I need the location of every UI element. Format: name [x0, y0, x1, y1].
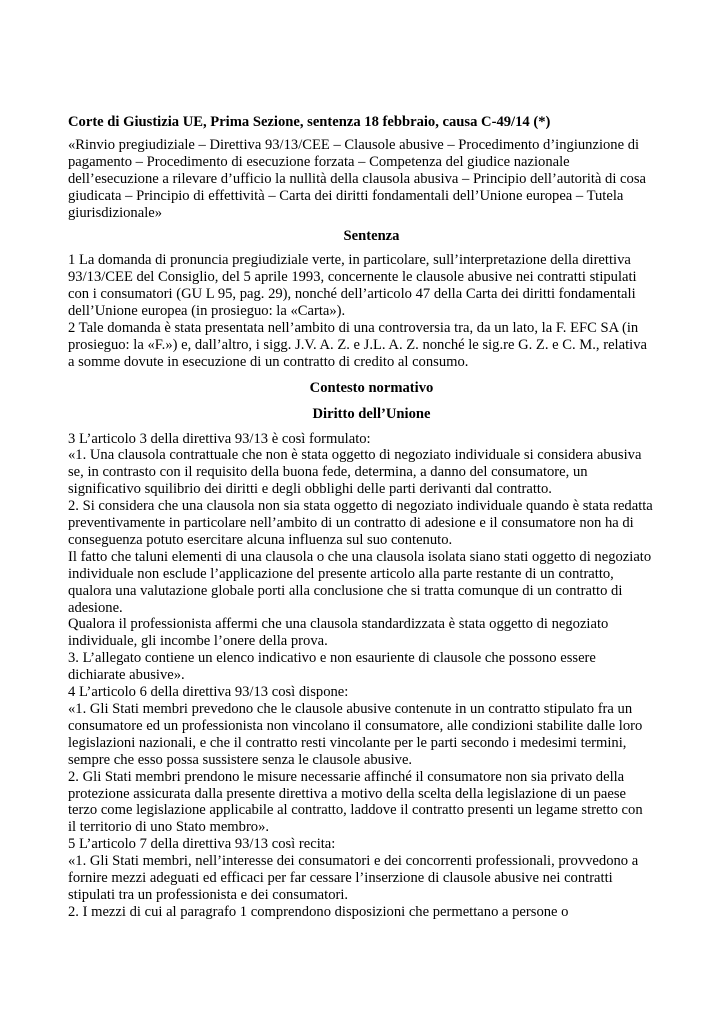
text-line: legislazioni nazionali, e che il contratto resti vincolante per le parti secondo i medesimi termini, — [68, 734, 627, 751]
text-line: 4 L’articolo 6 della direttiva 93/13 così dispone: — [68, 684, 349, 701]
text-line: protezione assicurata dalla presente direttiva a motivo della scelta della legislazione di un paese — [68, 785, 626, 802]
text-line: Qualora il professionista affermi che una clausola standardizzata è stata oggetto di negoziato — [68, 616, 609, 633]
text-line: «1. Gli Stati membri, nell’interesse dei consumatori e dei concorrenti professionali, provvedono a — [68, 853, 639, 870]
text-line: 1 La domanda di pronuncia pregiudiziale verte, in particolare, sull’interpretazione della direttiva — [68, 252, 631, 269]
text-line: consumatore ed un professionista non vincolano il consumatore, alle condizioni stabilite dalle loro — [68, 717, 643, 734]
text-line: 2. Si considera che una clausola non sia stata oggetto di negoziato individuale quando è stata redatta — [68, 498, 653, 515]
text-line: fornire mezzi adeguati ed efficaci per far cessare l’inserzione di clausole abusive nei contratti — [68, 870, 613, 887]
paragraphs-intro — [68, 252, 675, 370]
text-line: sempre che esso possa sussistere senza le clausole abusive. — [68, 751, 413, 768]
heading-diritto-unione: Diritto dell’Unione — [312, 405, 431, 422]
paragraphs-legal-framework — [68, 431, 675, 921]
text-line: significativo squilibrio dei diritti e degli obblighi delle parti derivanti dal contratto. — [68, 481, 552, 498]
subject-line: «Rinvio pregiudiziale – Direttiva 93/13/CEE – Clausole abusive – Procedimento d’ingiunzione di — [68, 136, 640, 153]
text-line: 93/13/CEE del Consiglio, del 5 aprile 1993, concernente le clausole abusive nei contratti stipulati — [68, 269, 637, 286]
text-line: qualora una valutazione globale porti alla conclusione che si tratta comunque di un contratto di — [68, 582, 623, 599]
document-title: Corte di Giustizia UE, Prima Sezione, sentenza 18 febbraio, causa C-49/14 (*) — [68, 114, 551, 130]
text-line: 2. Gli Stati membri prendono le misure necessarie affinché il consumatore non sia privato della — [68, 768, 625, 785]
text-line: Il fatto che taluni elementi di una clausola o che una clausola isolata siano stati oggetto di negoziato — [68, 548, 652, 565]
text-line: 2 Tale domanda è stata presentata nell’ambito di una controversia tra, da un lato, la F. EFC SA (in — [68, 319, 639, 336]
text-line: stipulati tra un professionista e dei consumatori. — [68, 886, 349, 903]
text-line: individuale non esclude l’applicazione del presente articolo alla parte restante di un contratto, — [68, 565, 614, 582]
text-line: «1. Gli Stati membri prevedono che le clausole abusive contenute in un contratto stipulato fra un — [68, 701, 633, 717]
subject-line: dell’esecuzione a rilevare d’ufficio la nullità della clausola abusiva – Principio dell’autorità di cosa — [68, 170, 646, 187]
text-line: 3. L’allegato contiene un elenco indicativo e non esauriente di clausole che possono essere — [68, 650, 596, 667]
text-line: 5 L’articolo 7 della direttiva 93/13 così recita: — [68, 836, 336, 853]
text-line: il territorio di uno Stato membro». — [68, 819, 270, 836]
text-line: adesione. — [68, 599, 123, 616]
text-line: 3 L’articolo 3 della direttiva 93/13 è così formulato: — [68, 430, 371, 447]
text-line: prosieguo: la «F.») e, dall’altro, i sigg. J.V. A. Z. e J.L. A. Z. nonché le sig.re G. Z. e C. M., relativa — [68, 336, 647, 353]
text-line: individuale, gli incombe l’onere della prova. — [68, 633, 328, 650]
text-line: «1. Una clausola contrattuale che non è stata oggetto di negoziato individuale si considera abusiva — [68, 447, 642, 464]
heading-sentenza: Sentenza — [343, 228, 400, 245]
text-line: terzo come legislazione applicabile al contratto, laddove il contratto presenti un legame stretto con — [68, 802, 643, 819]
text-line: se, in contrasto con il requisito della buona fede, determina, a danno del consumatore, un — [68, 464, 588, 481]
text-line: con i consumatori (GU L 95, pag. 29), nonché dell’articolo 47 della Carta dei diritti fondamentali — [68, 286, 636, 303]
subject-line: pagamento – Procedimento di esecuzione forzata – Competenza del giudice nazionale — [68, 153, 570, 170]
text-line: preventivamente in particolare nell’ambito di un contratto di adesione e il consumatore non ha di — [68, 515, 634, 532]
text-line: conseguenza potuto esercitare alcuna influenza sul suo contenuto. — [68, 531, 453, 548]
text-line: dichiarate abusive». — [68, 667, 185, 684]
subject-line: giudicata – Principio di effettività – Carta dei diritti fondamentali dell’Unione europea – Tutela — [68, 187, 624, 204]
text-line: 2. I mezzi di cui al paragrafo 1 comprendono disposizioni che permettano a persone o — [68, 903, 569, 920]
text-line: a somme dovute in esecuzione di un contratto di credito al consumo. — [68, 353, 469, 370]
subject-keywords — [68, 137, 675, 222]
subject-line: giurisdizionale» — [68, 204, 163, 221]
heading-contesto-normativo: Contesto normativo — [309, 379, 434, 396]
text-line: dell’Unione europea (in prosieguo: la «Carta»). — [68, 303, 346, 320]
